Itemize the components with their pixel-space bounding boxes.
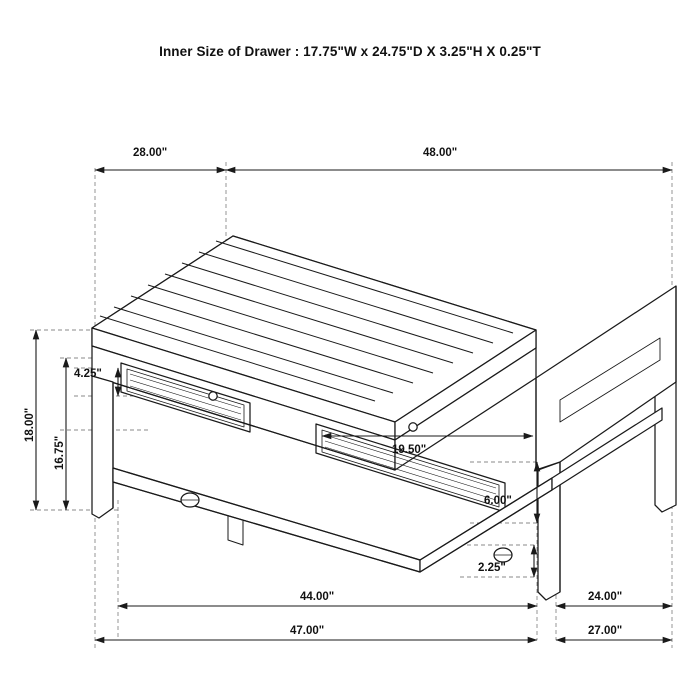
- dim-label-4-25: 4.25": [74, 368, 102, 380]
- dim-label-6-00: 6.00": [484, 495, 512, 507]
- coffee-table-illustration: [92, 236, 676, 600]
- dim-label-2-25: 2.25": [478, 562, 506, 574]
- dim-label-19-50: 19.50": [392, 444, 427, 456]
- page-title: Inner Size of Drawer : 17.75"W x 24.75"D X 3.25"H X 0.25"T: [159, 44, 541, 59]
- dim-label-27: 27.00": [588, 625, 623, 637]
- dim-label-44: 44.00": [300, 591, 335, 603]
- drawer-left-knob: [209, 392, 217, 400]
- dim-label-48: 48.00": [423, 147, 458, 159]
- dim-label-47: 47.00": [290, 625, 325, 637]
- drawer-right-knob: [409, 423, 417, 431]
- dim-label-18: 18.00": [24, 407, 36, 442]
- dim-label-16-75: 16.75": [54, 435, 66, 470]
- dim-label-28: 28.00": [133, 147, 168, 159]
- dim-label-24: 24.00": [588, 591, 623, 603]
